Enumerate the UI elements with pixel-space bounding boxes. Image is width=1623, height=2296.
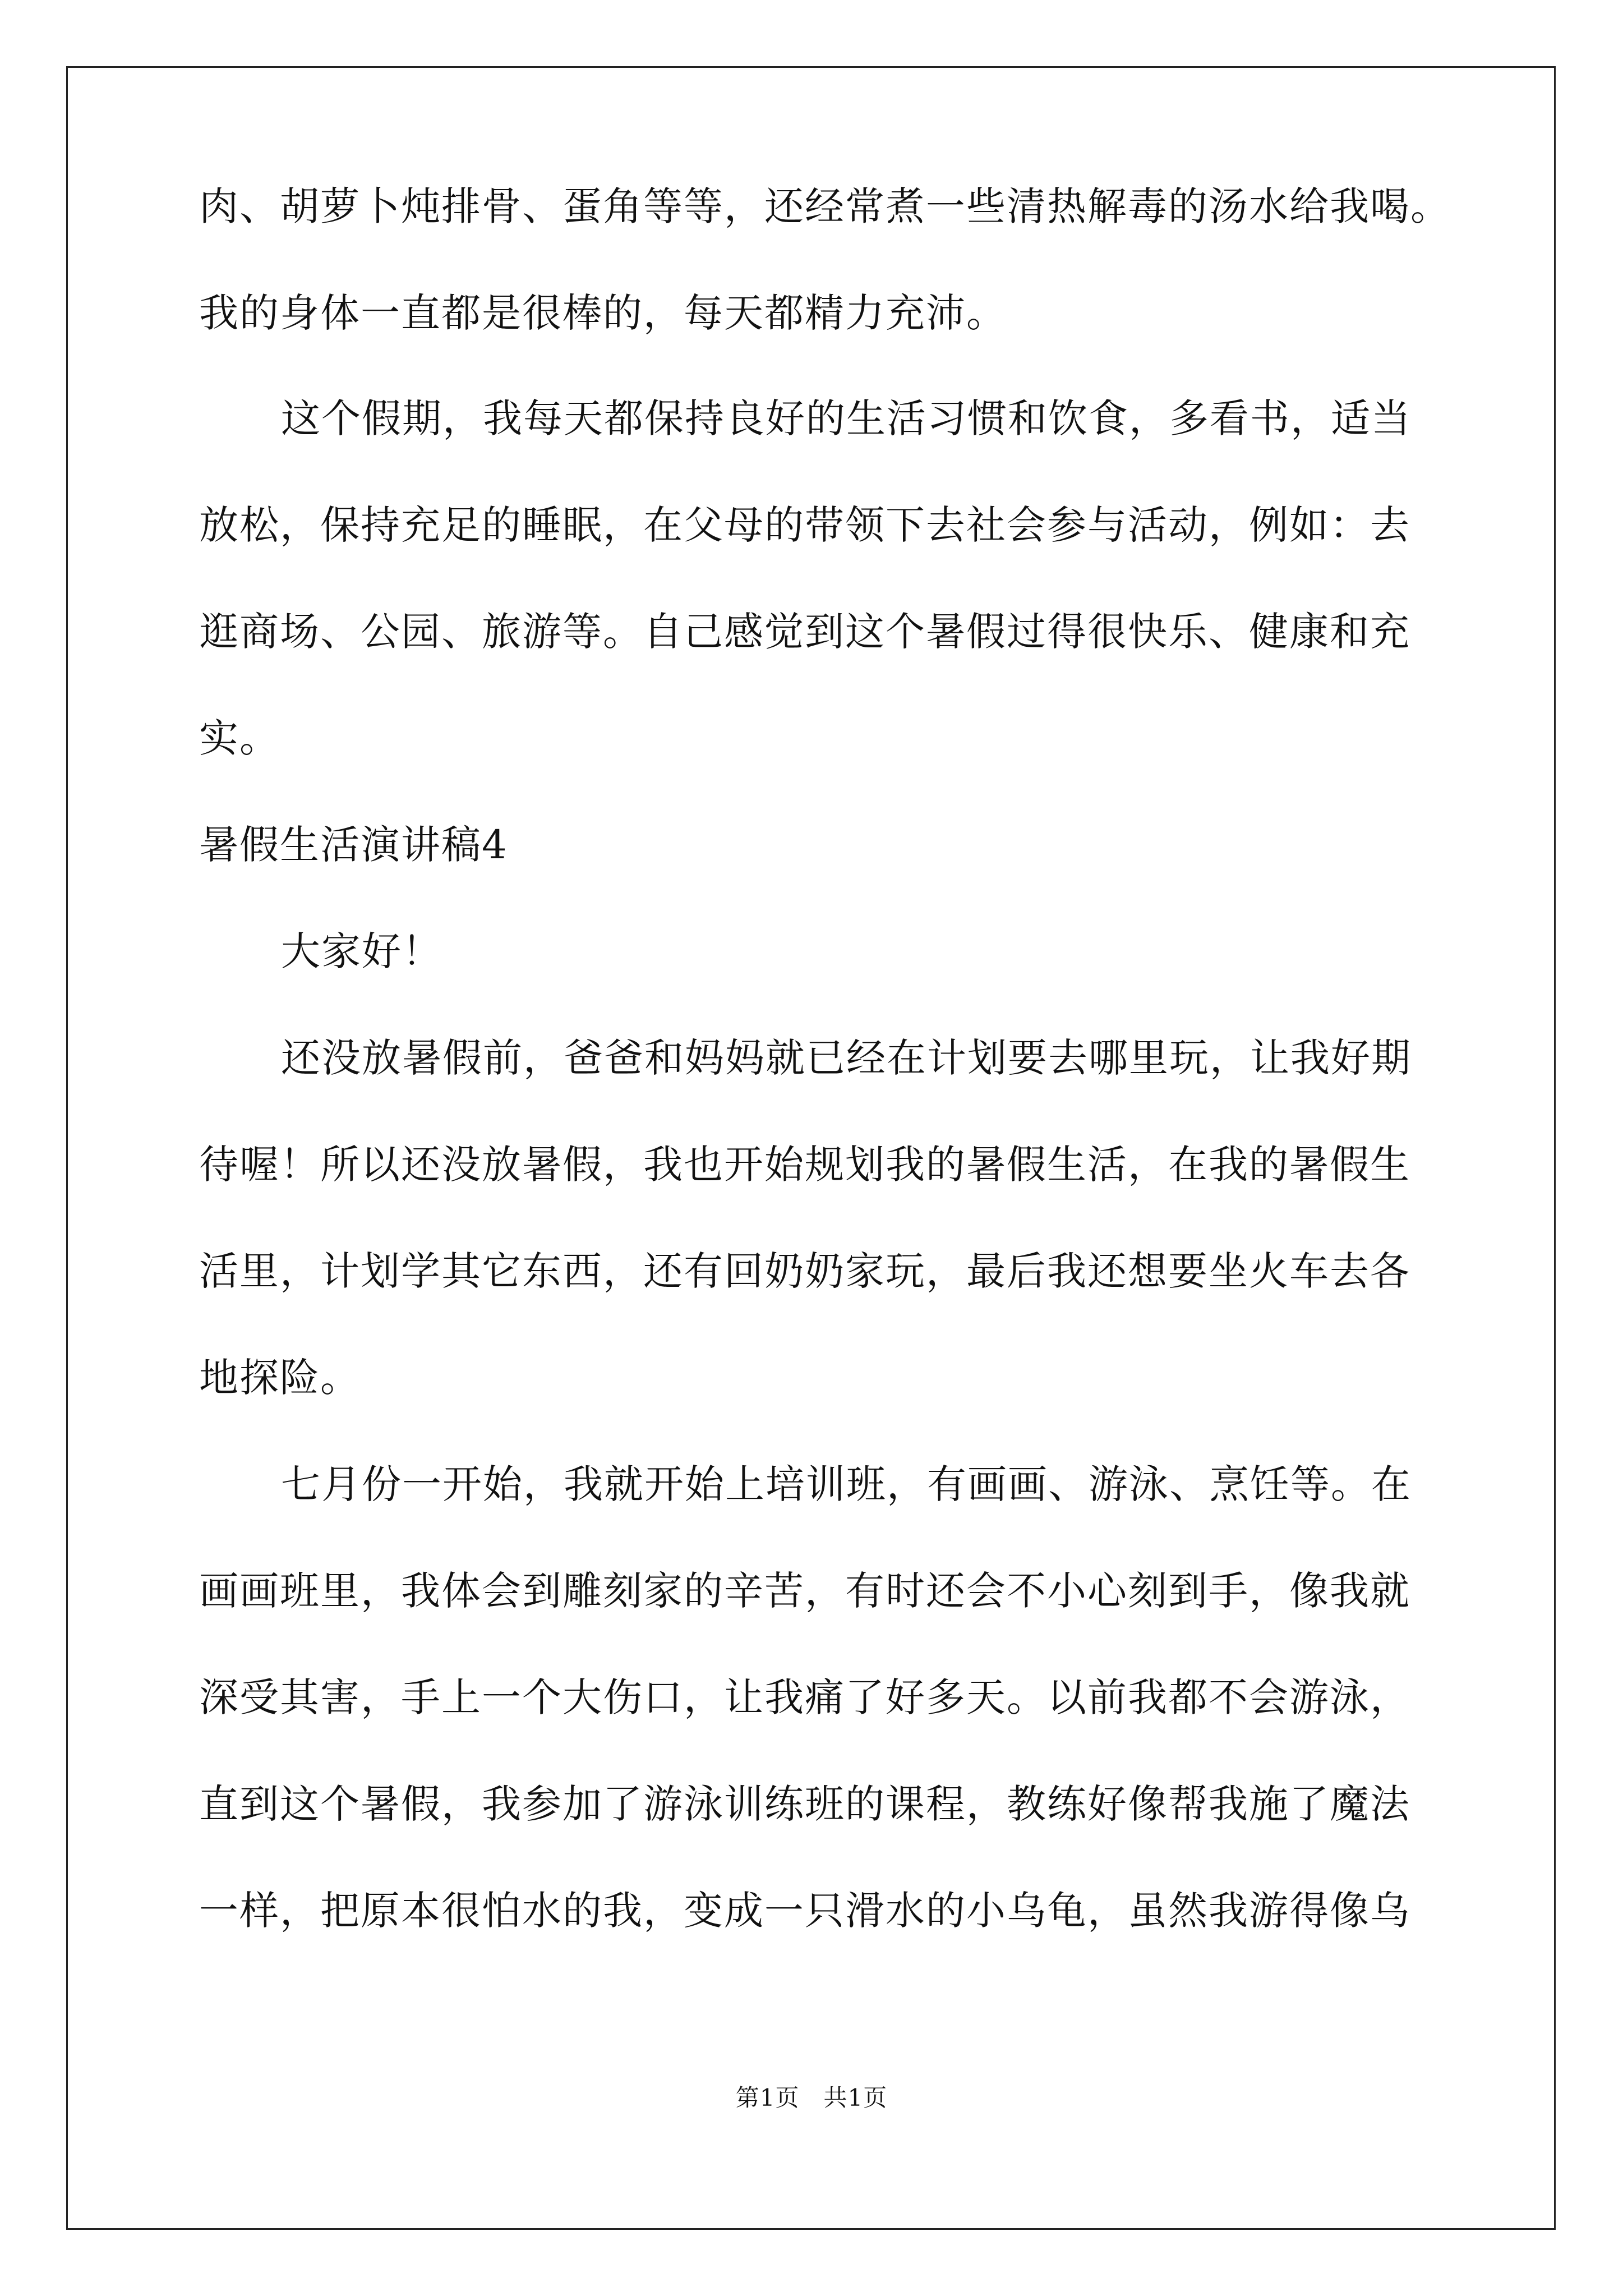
text-line-13: 七月份一开始，我就开始上培训班，有画画、游泳、烹饪等。在 <box>281 1461 1412 1507</box>
text-line-12: 地探险。 <box>199 1355 361 1401</box>
text-line-9: 还没放暑假前，爸爸和妈妈就已经在计划要去哪里玩，让我好期 <box>281 1035 1412 1081</box>
text-line-15: 深受其害，手上一个大伤口，让我痛了好多天。以前我都不会游泳， <box>199 1674 1410 1720</box>
page-footer: 第1页 共1页 <box>735 2084 888 2111</box>
text-line-17: 一样，把原本很怕水的我，变成一只滑水的小乌龟，虽然我游得像乌 <box>199 1888 1410 1934</box>
section-heading: 暑假生活演讲稿4 <box>199 822 508 868</box>
text-line-16: 直到这个暑假，我参加了游泳训练班的课程，教练好像帮我施了魔法 <box>199 1781 1410 1827</box>
text-line-2: 我的身体一直都是很棒的，每天都精力充沛。 <box>199 290 1007 336</box>
greeting-line: 大家好！ <box>281 928 442 974</box>
text-line-1: 肉、胡萝卜炖排骨、蛋角等等，还经常煮一些清热解毒的汤水给我喝。 <box>199 183 1451 229</box>
text-line-4: 放松，保持充足的睡眠，在父母的带领下去社会参与活动，例如：去 <box>199 502 1410 548</box>
text-line-6: 实。 <box>199 715 280 761</box>
text-line-3: 这个假期，我每天都保持良好的生活习惯和饮食，多看书，适当 <box>281 395 1412 441</box>
text-line-5: 逛商场、公园、旅游等。自己感觉到这个暑假过得很快乐、健康和充 <box>199 609 1410 655</box>
text-line-10: 待喔！所以还没放暑假，我也开始规划我的暑假生活，在我的暑假生 <box>199 1142 1410 1188</box>
text-line-14: 画画班里，我体会到雕刻家的辛苦，有时还会不小心刻到手，像我就 <box>199 1568 1410 1614</box>
text-line-11: 活里，计划学其它东西，还有回奶奶家玩，最后我还想要坐火车去各 <box>199 1248 1410 1294</box>
